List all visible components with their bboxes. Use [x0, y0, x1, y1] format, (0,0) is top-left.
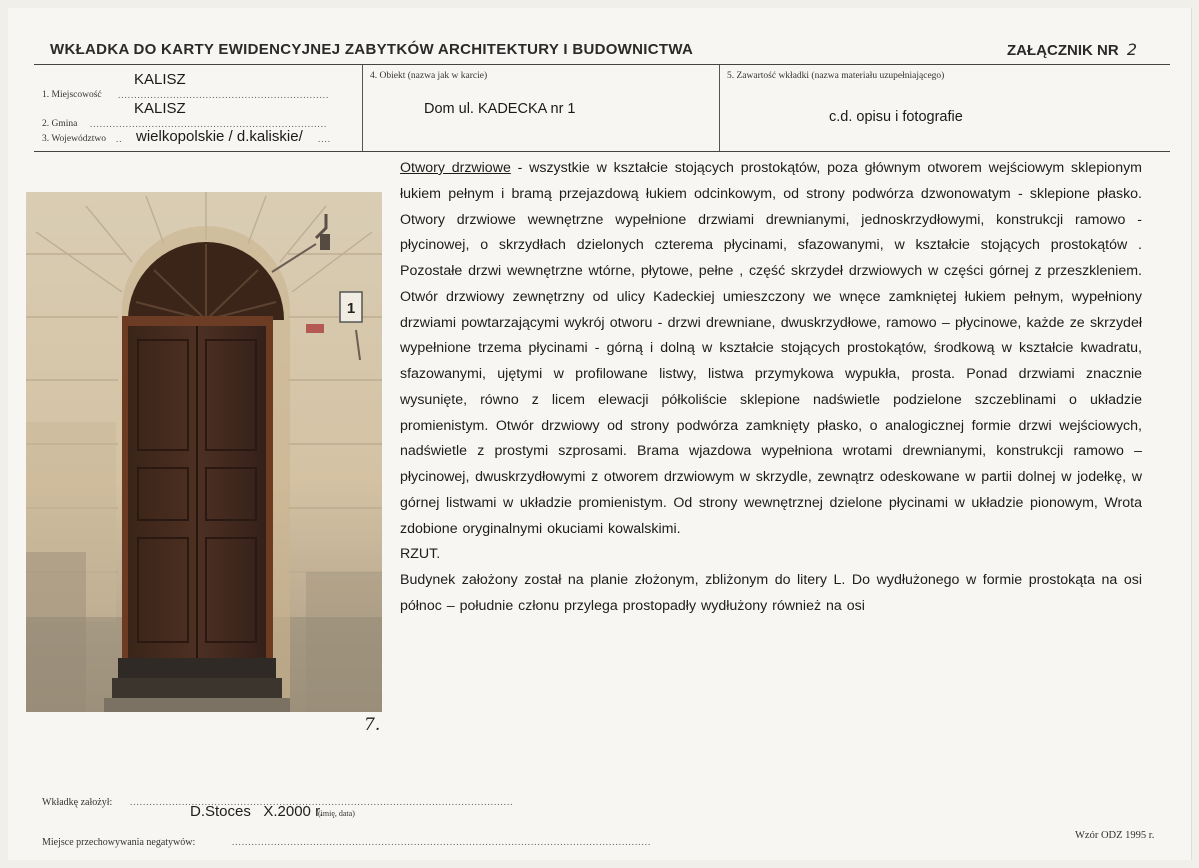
plan-heading: RZUT. — [400, 546, 441, 563]
prepared-by-hint: (imię, data) — [318, 809, 355, 818]
contents-label: 5. Zawartość wkładki (nazwa materiału uzupełniającego) — [727, 71, 945, 81]
prepared-by-value: D.Stoces X.2000 r. — [190, 803, 324, 820]
doorway-photo — [26, 192, 382, 712]
doorway-photo-image — [26, 192, 382, 712]
voivodeship-label: 3. Województwo — [42, 134, 106, 144]
voivodeship-dots-end: .... — [318, 134, 331, 144]
commune-label: 2. Gmina — [42, 119, 78, 129]
form-title: WKŁADKA DO KARTY EWIDENCYJNEJ ZABYTKÓW ARCHITEKTURY I BUDOWNICTWA — [50, 41, 694, 58]
door-openings-paragraph — [400, 156, 1142, 542]
plan-text: Budynek założony został na planie złożonym, zbliżonym do litery L. Do wydłużonego w formie prostokąta na osi północ – południe członu przylega prostopadły wydłużony również na osi — [400, 572, 1142, 614]
metadata-box — [34, 64, 1170, 152]
prepared-by-label: Wkładkę założył: — [42, 797, 113, 808]
object-label: 4. Obiekt (nazwa jak w karcie) — [370, 71, 488, 81]
photo-number: 7. — [364, 715, 381, 735]
form-code: Wzór ODZ 1995 r. — [1075, 830, 1155, 841]
house-number-plate: 1 — [346, 300, 356, 317]
annex-label-text: ZAŁĄCZNIK NR — [1007, 42, 1119, 59]
locality-label: 1. Miejscowość — [42, 90, 102, 100]
voivodeship-dots: .. — [116, 134, 123, 144]
description-text — [400, 156, 1142, 620]
annex-number: 2 — [1126, 40, 1138, 59]
negatives-location-dots: ................................................................................................................................. — [232, 837, 652, 847]
door-openings-text: - wszystkie w kształcie stojących prostokątów, poza głównym otworem wejściowym sklepionym łukiem pełnym i bramą przejazdową łukiem odcinkowym, od strony podwórza dzwonowatym - sklepione płasko. Otwory drzwiowe wewnętrzne wypełnione drzwiami drewnianymi, jednoskrzydłowymi, konstrukcji ramowo - płycinowej, o skrzydłach dzielonych czterema płycinami, sfazowanymi, w kształcie stojących prostokątów . Pozostałe drzwi wewnętrzne wtórne, płytowe, pełne , część skrzydeł drzwiowych w części górnej z przeszkleniem. Otwór drzwiowy zewnętrzny od ulicy Kadeckiej umieszczony we wnęce zamkniętej łukiem pełnym, wypełniony drzwiami powtarzającymi wykrój otworu - drzwi drewniane, dwuskrzydłowe, ramowo – płycinowe, każde ze skrzydeł wypełnione trzema płycinami - górną i dolną w kształcie stojących prostokątów, środkową w kształcie kwadratu, sfazowanymi, ujętymi w profilowane listwy, listwa przymykowa wypukła, prosta. Ponad drzwiami znacznie wysunięte, równo z licem elewacji półkoliście sklepione nadświetle podzielone szczeblinami o układzie promienistym. Otwór drzwiowy od strony podwórza zamknięty płasko, o analogicznej formie drzwi wejściowych, nadświetle z prostymi szprosami. Brama wjazdowa wypełniona wrotami drewnianymi, konstrukcji ramowo – płycinowej, dwuskrzydłowymi z otworem drzwiowym w skrzydle, zewnątrz odeskowane w partii dolnej w jodełkę, w górnej listwami w układzie promienistym. Od strony wewnętrznej dzielone płycinami w układzie pionowym, Wrota zdobione oryginalnymi okuciami kowalskimi. — [400, 160, 1142, 537]
door-openings-heading: Otwory drzwiowe — [400, 160, 511, 176]
commune-dots: ......................................................................... — [90, 119, 328, 129]
annex-label — [1007, 40, 1137, 59]
prepared-by-dots: ...................................................................................................................... — [130, 797, 514, 807]
commune-value: KALISZ — [134, 100, 186, 117]
locality-dots: ................................................................. — [118, 90, 330, 100]
contents-value: c.d. opisu i fotografie — [829, 109, 963, 125]
metadata-divider — [362, 65, 363, 151]
negatives-location-label: Miejsce przechowywania negatywów: — [42, 837, 196, 848]
object-value: Dom ul. KADECKA nr 1 — [424, 101, 576, 117]
metadata-divider — [719, 65, 720, 151]
voivodeship-value: wielkopolskie / d.kaliskie/ — [136, 128, 303, 145]
locality-value: KALISZ — [134, 71, 186, 88]
